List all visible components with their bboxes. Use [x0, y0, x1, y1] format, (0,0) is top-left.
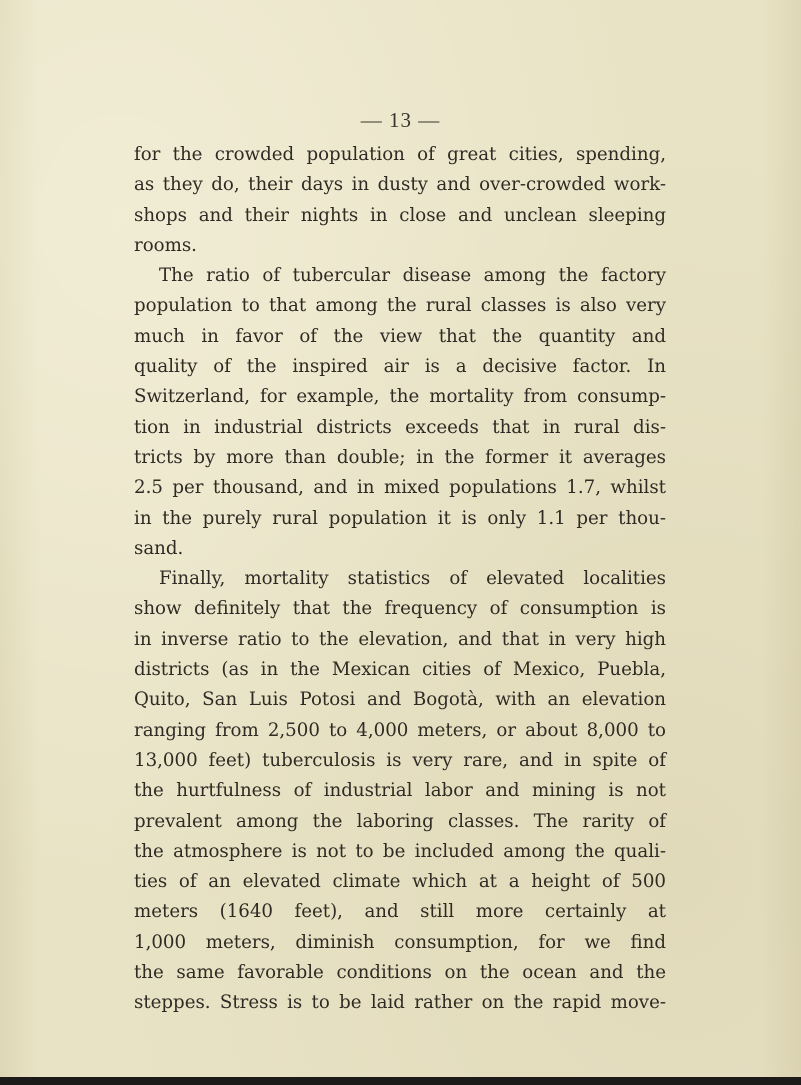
text-line: meters (1640 feet), and still more certainly at	[134, 901, 666, 923]
text-line: the atmosphere is not to be included among the quali-	[134, 840, 666, 862]
text-line: ties of an elevated climate which at a height of 500	[134, 871, 666, 893]
text-line: rooms.	[134, 234, 197, 256]
text-line: Quito, San Luis Potosi and Bogotà, with an elevation	[134, 689, 666, 711]
text-line: shops and their nights in close and unclean sleeping	[134, 204, 666, 226]
text-line: the hurtfulness of industrial labor and mining is not	[134, 780, 666, 802]
text-line: sand.	[134, 537, 184, 559]
text-line: The ratio of tubercular disease among the factory	[159, 265, 666, 287]
body-text	[134, 140, 666, 1019]
text-line: Switzerland, for example, the mortality from consump-	[134, 386, 666, 408]
text-line: as they do, their days in dusty and over-crowded work-	[134, 174, 666, 196]
text-line: ranging from 2,500 to 4,000 meters, or about 8,000 to	[134, 719, 666, 741]
text-line: 1,000 meters, diminish consumption, for we find	[134, 931, 666, 953]
text-line: in inverse ratio to the elevation, and that in very high	[134, 628, 666, 650]
text-line: tion in industrial districts exceeds that in rural dis-	[134, 416, 666, 438]
page-number: — 13 —	[360, 108, 441, 132]
text-line: 13,000 feet) tuberculosis is very rare, and in spite of	[134, 749, 666, 771]
text-line: much in favor of the view that the quantity and	[134, 325, 666, 347]
text-line: steppes. Stress is to be laid rather on the rapid move-	[134, 992, 666, 1014]
text-line: districts (as in the Mexican cities of Mexico, Puebla,	[134, 659, 666, 681]
text-line: for the crowded population of great cities, spending,	[134, 144, 666, 165]
text-line: show definitely that the frequency of consumption is	[134, 598, 666, 620]
text-line: population to that among the rural classes is also very	[134, 295, 666, 317]
text-line: 2.5 per thousand, and in mixed populations 1.7, whilst	[134, 477, 666, 499]
text-line: prevalent among the laboring classes. The rarity of	[134, 810, 666, 832]
bottom-border	[0, 1077, 801, 1085]
text-line: tricts by more than double; in the former it averages	[134, 446, 666, 468]
text-line: in the purely rural population it is only 1.1 per thou-	[134, 507, 666, 529]
text-line: the same favorable conditions on the ocean and the	[134, 962, 666, 984]
text-line: quality of the inspired air is a decisive factor. In	[134, 356, 666, 378]
text-line: Finally, mortality statistics of elevated localities	[159, 568, 666, 590]
